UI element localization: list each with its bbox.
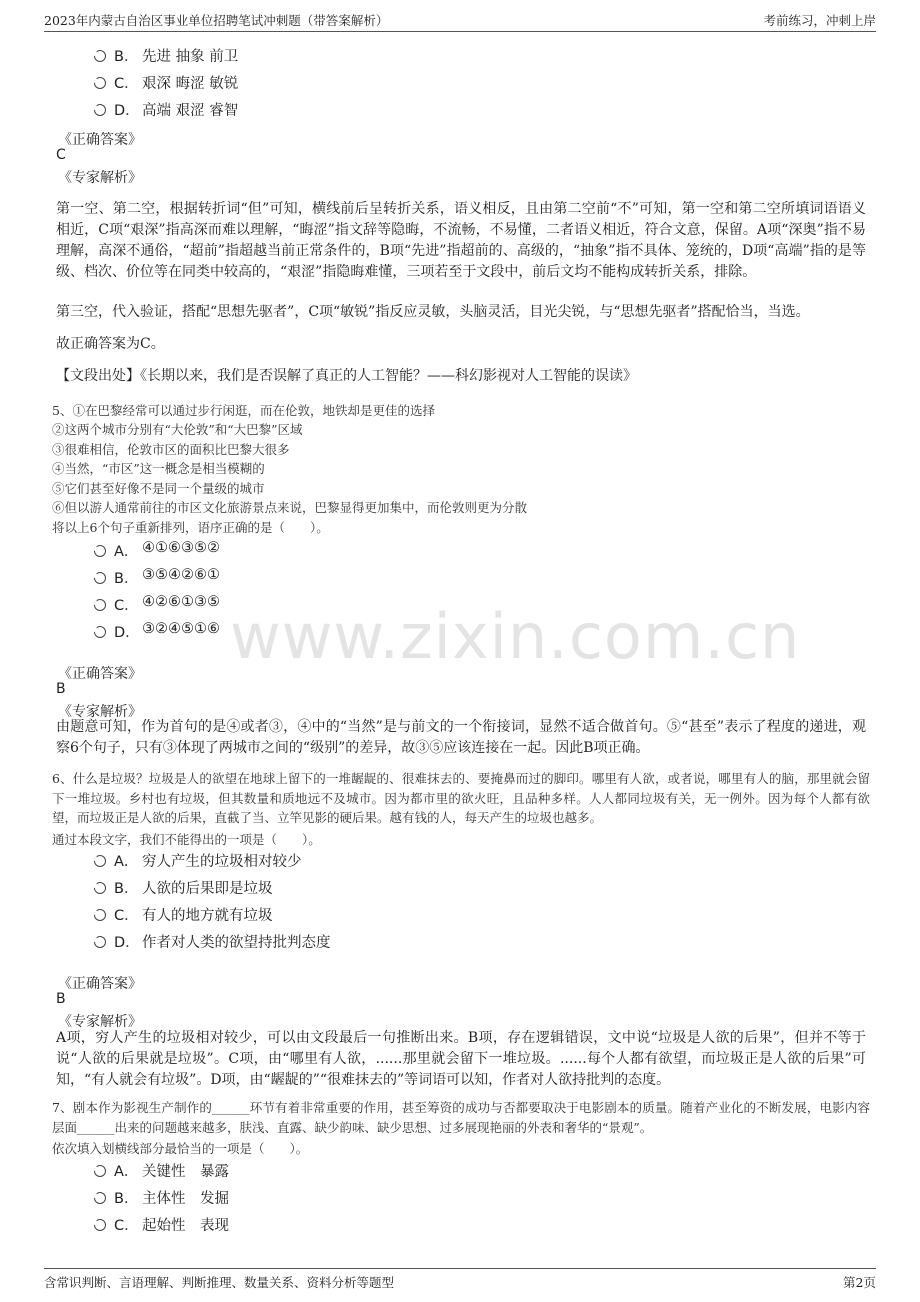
correct-answer: B (56, 991, 66, 1007)
option-text: ③②④⑤①⑥ (142, 621, 220, 637)
analysis-label: 《专家解析》 (58, 704, 142, 720)
radio-icon[interactable] (94, 77, 106, 89)
option-text: 艰深 晦涩 敏锐 (142, 76, 239, 92)
option-letter: B． (114, 571, 139, 587)
radio-icon[interactable] (94, 50, 106, 62)
question-stem-line: ⑤它们甚至好像不是同一个量级的城市 (52, 481, 265, 496)
document-title: 2023年内蒙古自治区事业单位招聘笔试冲刺题（带答案解析） (44, 13, 389, 28)
analysis-conclusion: 故正确答案为C。 (56, 336, 165, 352)
option-text: 主体性 发掘 (142, 1191, 229, 1207)
option-letter: A． (114, 544, 139, 560)
option-letter: B． (114, 881, 139, 897)
option-letter: C． (114, 76, 139, 92)
analysis-label: 《专家解析》 (58, 1014, 142, 1030)
option-text: 先进 抽象 前卫 (142, 49, 239, 65)
question-stem-line: ⑥但以游人通常前往的市区文化旅游景点来说，巴黎显得更加集中，而伦敦则更为分散 (52, 500, 528, 515)
question-prompt: 将以上6个句子重新排列，语序正确的是（ ）。 (52, 520, 329, 535)
option-letter: A． (114, 1164, 139, 1180)
option-text: 穷人产生的垃圾相对较少 (142, 854, 302, 870)
question-stem-line: 5、①在巴黎经常可以通过步行闲逛，而在伦敦，地铁却是更佳的选择 (52, 403, 435, 418)
radio-icon[interactable] (94, 1165, 106, 1177)
header-slogan: 考前练习，冲刺上岸 (763, 13, 876, 28)
analysis-paragraph: 第三空，代入验证，搭配“思想先驱者”，C项“敏锐”指反应灵敏，头脑灵活，目光尖锐，与“思想先驱者”搭配恰当，当选。 (56, 304, 810, 320)
option-text: ③⑤④②⑥① (142, 567, 220, 583)
question-prompt: 依次填入划横线部分最恰当的一项是（ ）。 (52, 1141, 309, 1156)
correct-answer: B (56, 681, 66, 697)
option-text: 人欲的后果即是垃圾 (142, 881, 273, 897)
option-letter: D． (114, 935, 140, 951)
footer-topics: 含常识判断、言语理解、判断推理、数量关系、资料分析等题型 (44, 1275, 395, 1290)
analysis-paragraph: 由题意可知，作为首句的是④或者③，④中的“当然”是与前文的一个衔接词，显然不适合做首句。⑤“甚至”表示了程度的递进，观察6个句子，只有③体现了两城市之间的“级别”的差异，故③⑤应该连接在一起。因此B项正确。 (56, 719, 866, 756)
question-stem: 7、剧本作为影视生产制作的______环节有着非常重要的作用，甚至筹资的成功与否都要取决于电影剧本的质量。随着产业化的不断发展，电影内容层面______出来的问题越来越多，肤浅、直露、缺少韵味、缺少思想、过多展现艳丽的外表和奢华的“景观”。 (52, 1100, 870, 1135)
question-stem-line: ④当然，“市区”这一概念是相当模糊的 (52, 461, 265, 476)
option-letter: C． (114, 908, 139, 924)
option-text: 作者对人类的欲望持批判态度 (142, 935, 331, 951)
radio-icon[interactable] (94, 1219, 106, 1231)
correct-answer: C (56, 147, 66, 163)
watermark: www.zixin.com.cn (230, 600, 801, 673)
option-text: 关键性 暴露 (142, 1164, 229, 1180)
radio-icon[interactable] (94, 599, 106, 611)
answer-label: 《正确答案》 (58, 132, 142, 148)
answer-label: 《正确答案》 (58, 976, 142, 992)
radio-icon[interactable] (94, 572, 106, 584)
option-text: 有人的地方就有垃圾 (142, 908, 273, 924)
option-letter: D． (114, 625, 140, 641)
option-letter: A． (114, 854, 139, 870)
radio-icon[interactable] (94, 909, 106, 921)
page-number: 第2页 (843, 1275, 876, 1290)
option-letter: B． (114, 49, 139, 65)
option-letter: C． (114, 598, 139, 614)
option-letter: D． (114, 103, 140, 119)
radio-icon[interactable] (94, 104, 106, 116)
question-stem-line: ②这两个城市分别有“大伦敦”和“大巴黎”区域 (52, 422, 303, 437)
radio-icon[interactable] (94, 882, 106, 894)
analysis-label: 《专家解析》 (58, 170, 142, 186)
option-text: ④①⑥③⑤② (142, 540, 220, 556)
radio-icon[interactable] (94, 936, 106, 948)
radio-icon[interactable] (94, 855, 106, 867)
analysis-paragraph: 第一空、第二空，根据转折词“但”可知，横线前后呈转折关系，语义相反，且由第二空前“不”可知，第一空和第二空所填词语语义相近，C项“艰深”指高深而难以理解，“晦涩”指文辞等隐晦，不流畅，不易懂，二者语义相近，符合文意，保留。A项“深奥”指不易理解，高深不通俗，“超前”指超越当前正常条件的，B项“先进”指超前的、高级的，“抽象”指不具体、笼统的，D项“高端”指的是等级、档次、价位等在同类中较高的，“艰涩”指隐晦难懂，三项若至于文段中，前后文均不能构成转折关系，排除。 (56, 201, 866, 280)
question-stem: 6、什么是垃圾？垃圾是人的欲望在地球上留下的一堆龌龊的、很难抹去的、要掩鼻而过的脚印。哪里有人欲，或者说，哪里有人的脑，那里就会留下一堆垃圾。乡村也有垃圾，但其数量和质地远不及城市。因为都市里的欲火旺，且品种多样。人人都同垃圾有关，无一例外。因为每个人都有欲望，而垃圾正是人欲的后果，直截了当、立竿见影的硬后果。越有钱的人，每天产生的垃圾也越多。 (52, 771, 870, 825)
option-text: 起始性 表现 (142, 1218, 229, 1234)
question-prompt: 通过本段文字，我们不能得出的一项是（ ）。 (52, 832, 321, 847)
analysis-paragraph: A项，穷人产生的垃圾相对较少，可以由文段最后一句推断出来。B项，存在逻辑错误，文中说“垃圾是人欲的后果”，但并不等于说“人欲的后果就是垃圾”。C项，由“哪里有人欲，......那里就会留下一堆垃圾。......每个人都有欲望，而垃圾正是人欲的后果”可知，“有人就会有垃圾”。D项，由“龌龊的”“很难抹去的”等词语可以知，作者对人欲持批判的态度。 (56, 1030, 866, 1088)
question-stem-line: ③很难相信，伦敦市区的面积比巴黎大很多 (52, 442, 290, 457)
option-text: 高端 艰涩 睿智 (142, 103, 239, 119)
radio-icon[interactable] (94, 545, 106, 557)
option-text: ④②⑥①③⑤ (142, 594, 220, 610)
option-letter: C． (114, 1218, 139, 1234)
option-letter: B． (114, 1191, 139, 1207)
radio-icon[interactable] (94, 626, 106, 638)
radio-icon[interactable] (94, 1192, 106, 1204)
answer-label: 《正确答案》 (58, 666, 142, 682)
source-citation: 【文段出处】《长期以来，我们是否误解了真正的人工智能？——科幻影视对人工智能的误读》 (56, 368, 637, 384)
